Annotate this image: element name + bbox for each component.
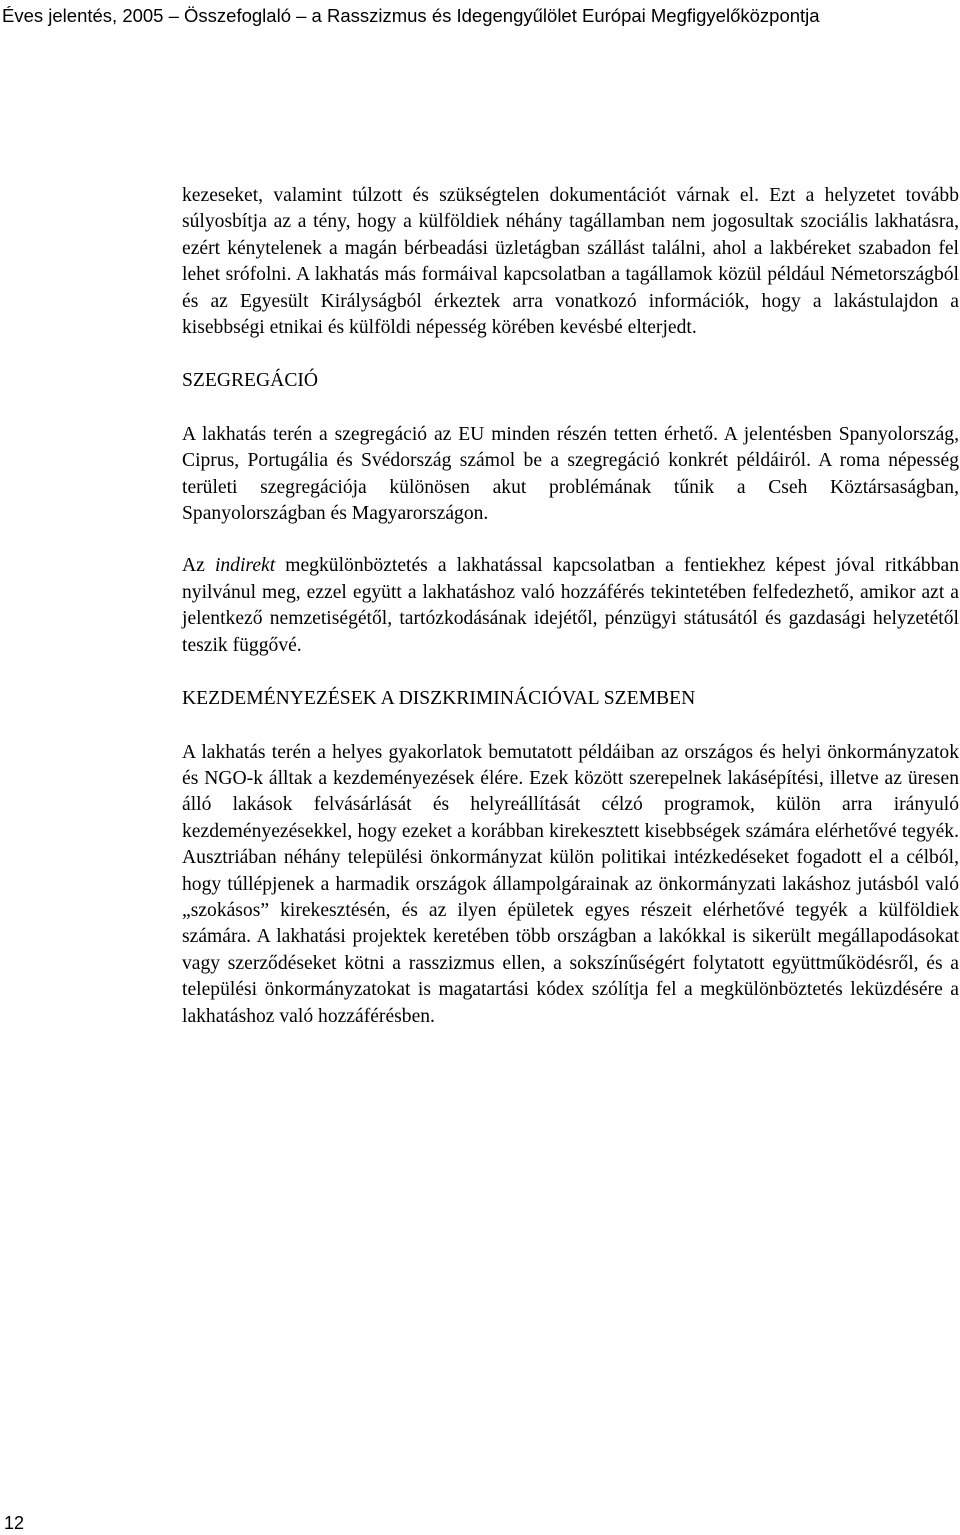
paragraph-initiatives: A lakhatás terén a helyes gyakorlatok bemutatott példáiban az országos és helyi önkormányzatok és NGO-k álltak a kezdeményezések élére. Ezek között szerepelnek lakásépítési, illetve az üresen álló lakások felvásárlását és helyreállítását célzó programok, külön arra irányuló kezdeményezésekkel, hogy ezeket a korábban kirekesztett kisebbségek számára elérhetővé tegyék. Ausztriában néhány települési önkormányzat külön politikai intézkedéseket fogadott el a célból, hogy túllépjenek a harmadik országok állampolgárainak az önkormányzati lakáshoz jutásból való „szokásos” kirekesztésén, és az ilyen épületek egyes részeit elérhetővé tegyék a külföldiek számára. A lakhatási projektek keretében több országban a lakókkal is sikerült megállapodásokat vagy szerződéseket kötni a rasszizmus ellen, a sokszínűségért folytatott együttműködésről, és a települési önkormányzatokat is magatartási kódex szólítja fel a megkülönböztetés leküzdésére a lakhatáshoz való hozzáférésben. xyxy=(182,741,959,1027)
paragraph-indirect-discrimination xyxy=(182,553,959,659)
paragraph-segregation: A lakhatás terén a szegregáció az EU minden részén tetten érhető. A jelentésben Spanyolország, Ciprus, Portugália és Svédország számol be a szegregáció konkrét példáiról. A roma népesség területi szegregációja különösen akut problémának tűnik a Cseh Köztársaságban, Spanyolországban és Magyarországon. xyxy=(182,423,959,525)
paragraph-indirect-start: Az xyxy=(182,555,215,577)
page-number: 12 xyxy=(4,1513,25,1533)
paragraph-housing-rental: kezeseket, valamint túlzott és szükségtelen dokumentációt várnak el. Ezt a helyzetet tovább súlyosbítja az a tény, hogy a külföldiek néhány tagállamban nem jogosultak szociális lakhatásra, ezért kénytelenek a magán bérbeadási üzletágban szállást találni, ahol a lakbéreket szabadon fel lehet srófolni. A lakhatás más formáival kapcsolatban a tagállamok közül például Németországból és az Egyesült Királyságból érkeztek arra vonatkozó információk, hogy a lakástulajdon a kisebbségi etnikai és külföldi népesség körében kevésbé elterjedt. xyxy=(182,185,959,339)
section-heading-initiatives: KEZDEMÉNYEZÉSEK A DISZKRIMINÁCIÓVAL SZEMBEN xyxy=(182,688,696,710)
running-header: Éves jelentés, 2005 – Összefoglaló – a Rasszizmus és Idegengyűlölet Európai Megfigyelőközpontja xyxy=(2,5,820,26)
section-heading-segregation: SZEGREGÁCIÓ xyxy=(182,370,319,392)
page-content xyxy=(182,183,959,1030)
emphasis-indirekt: indirekt xyxy=(214,555,276,577)
paragraph-indirect-rest: megkülönböztetés a lakhatással kapcsolatban a fentiekhez képest jóval ritkábban nyilvánul meg, ezzel együtt a lakhatáshoz való hozzáférés tekintetében felfedezhető, amikor azt a jelentkező nemzetiségétől, tartózkodásának idejétől, pénzügyi státusától és gazdasági helyzetétől teszik függővé. xyxy=(182,555,959,656)
